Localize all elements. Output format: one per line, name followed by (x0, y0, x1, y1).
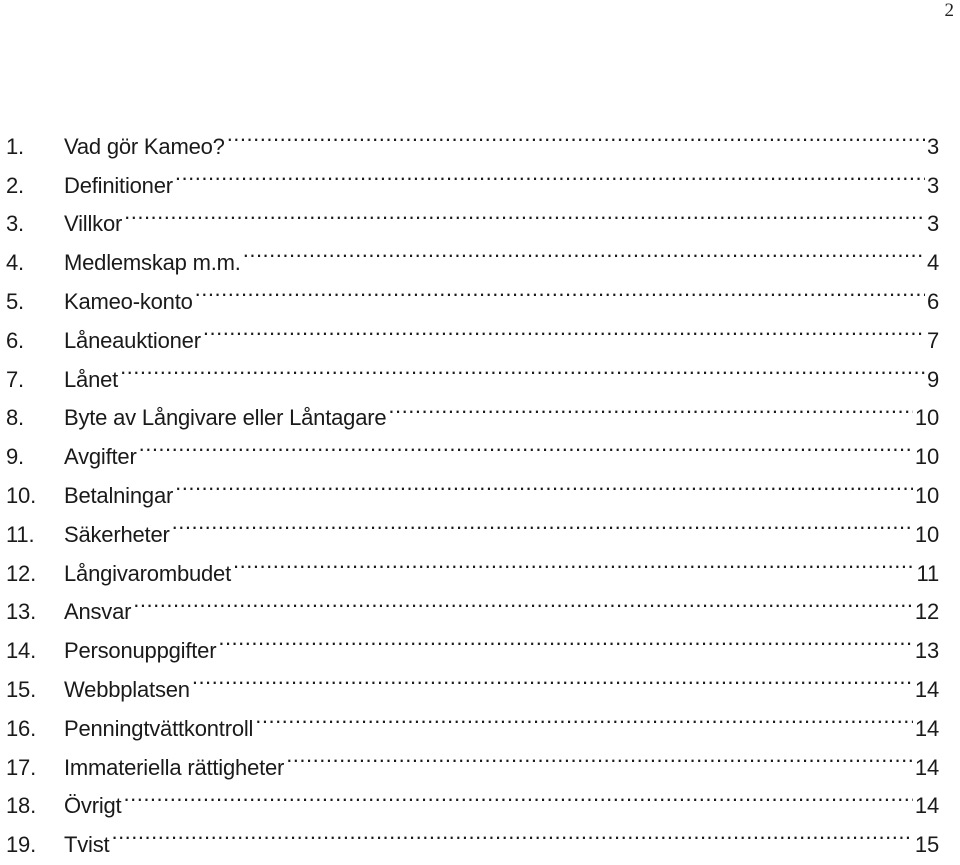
toc-entry-page[interactable]: 14 (914, 754, 939, 780)
toc-dot-leader (218, 619, 913, 658)
toc-entry-number: 8. (6, 405, 24, 431)
toc-dot-leader (286, 736, 913, 775)
toc-entry-9[interactable] (6, 425, 939, 470)
toc-entry-page[interactable]: 15 (914, 832, 939, 858)
toc-entry-number: 2. (6, 172, 24, 198)
page-number: 2 (944, 0, 954, 21)
toc-entry-title[interactable]: Medlemskap m.m. (64, 250, 241, 276)
toc-entry-number: 15. (6, 676, 36, 702)
toc-dot-leader (124, 193, 925, 232)
toc-entry-7[interactable] (6, 348, 939, 392)
toc-entry-title[interactable]: Betalningar (64, 482, 174, 508)
toc-entry-number: 10. (6, 482, 36, 508)
toc-entry-page[interactable]: 3 (926, 172, 939, 198)
toc-entry-title[interactable]: Kameo-konto (64, 288, 193, 314)
toc-dot-leader (255, 697, 913, 736)
toc-entry-13[interactable] (6, 581, 939, 625)
toc-dot-leader (227, 115, 925, 154)
toc-entry-number: 18. (6, 793, 36, 819)
toc-entry-3[interactable] (6, 193, 939, 237)
toc-dot-leader (111, 813, 912, 852)
toc-entry-title[interactable]: Vad gör Kameo? (64, 133, 225, 159)
toc-entry-number: 17. (6, 754, 36, 780)
toc-dot-leader (120, 348, 925, 387)
toc-entry-page[interactable]: 10 (914, 521, 939, 547)
toc-dot-leader (233, 542, 915, 581)
toc-dot-leader (139, 425, 913, 464)
toc-entry-1[interactable] (6, 115, 939, 159)
toc-entry-page[interactable]: 9 (926, 366, 939, 392)
toc-entry-page[interactable]: 14 (914, 793, 939, 819)
toc-entry-title[interactable]: Villkor (64, 211, 123, 237)
toc-entry-title[interactable]: Övrigt (64, 793, 122, 819)
toc-entry-number: 16. (6, 715, 36, 741)
toc-entry-number: 9. (6, 444, 24, 470)
toc-entry-page[interactable]: 11 (916, 560, 939, 586)
toc-dot-leader (175, 154, 925, 193)
toc-entry-number: 13. (6, 599, 36, 625)
toc-entry-page[interactable]: 3 (926, 211, 939, 237)
toc-entry-number: 14. (6, 638, 36, 664)
toc-entry-page[interactable]: 3 (926, 133, 939, 159)
toc-entry-number: 12. (6, 560, 36, 586)
toc-entry-number: 7. (6, 366, 24, 392)
toc-entry-4[interactable] (6, 231, 939, 276)
toc-entry-number: 4. (6, 250, 24, 276)
toc-entry-title[interactable]: Webbplatsen (64, 676, 190, 702)
toc-entry-title[interactable]: Definitioner (64, 172, 173, 198)
toc-dot-leader (172, 503, 913, 542)
toc-entry-18[interactable] (6, 775, 939, 819)
toc-entry-title[interactable]: Personuppgifter (64, 638, 217, 664)
toc-entry-title[interactable]: Ansvar (64, 599, 132, 625)
toc-entry-page[interactable]: 10 (914, 482, 939, 508)
toc-entry-number: 11. (6, 521, 35, 547)
toc-entry-title[interactable]: Penningtvättkontroll (64, 715, 254, 741)
toc-entry-page[interactable]: 10 (914, 405, 939, 431)
toc-dot-leader (192, 658, 913, 697)
toc-entry-title[interactable]: Immateriella rättigheter (64, 754, 285, 780)
toc-dot-leader (175, 464, 913, 503)
toc-entry-page[interactable]: 13 (914, 638, 939, 664)
toc-dot-leader (243, 231, 925, 270)
toc-entry-page[interactable]: 4 (926, 250, 939, 276)
toc-entry-title[interactable]: Låneauktioner (64, 327, 201, 353)
toc-dot-leader (388, 387, 913, 426)
toc-entry-title[interactable]: Lånet (64, 366, 119, 392)
toc-dot-leader (133, 581, 913, 620)
toc-entry-page[interactable]: 14 (914, 676, 939, 702)
toc-entry-10[interactable] (6, 464, 939, 508)
toc-entry-number: 5. (6, 288, 24, 314)
toc-entry-number: 1. (6, 133, 24, 159)
toc-entry-19[interactable] (6, 813, 939, 858)
toc-entry-14[interactable] (6, 619, 939, 664)
toc-entry-number: 19. (6, 832, 36, 858)
toc-entry-page[interactable]: 12 (914, 599, 939, 625)
toc-entry-title[interactable]: Långivarombudet (64, 560, 232, 586)
toc-entry-title[interactable]: Byte av Långivare eller Låntagare (64, 405, 387, 431)
toc-entry-page[interactable]: 10 (914, 444, 939, 470)
toc-entry-page[interactable]: 7 (926, 327, 939, 353)
toc-dot-leader (123, 775, 912, 814)
toc-entry-title[interactable]: Tvist (64, 832, 110, 858)
toc-entry-title[interactable]: Avgifter (64, 444, 137, 470)
toc-entry-page[interactable]: 14 (914, 715, 939, 741)
toc-dot-leader (203, 309, 925, 348)
toc-dot-leader (195, 270, 925, 309)
toc-entry-number: 6. (6, 327, 24, 353)
toc-entry-page[interactable]: 6 (926, 288, 939, 314)
table-of-contents (6, 115, 939, 858)
toc-entry-title[interactable]: Säkerheter (64, 521, 170, 547)
toc-entry-8[interactable] (6, 387, 939, 431)
toc-entry-number: 3. (6, 211, 24, 237)
